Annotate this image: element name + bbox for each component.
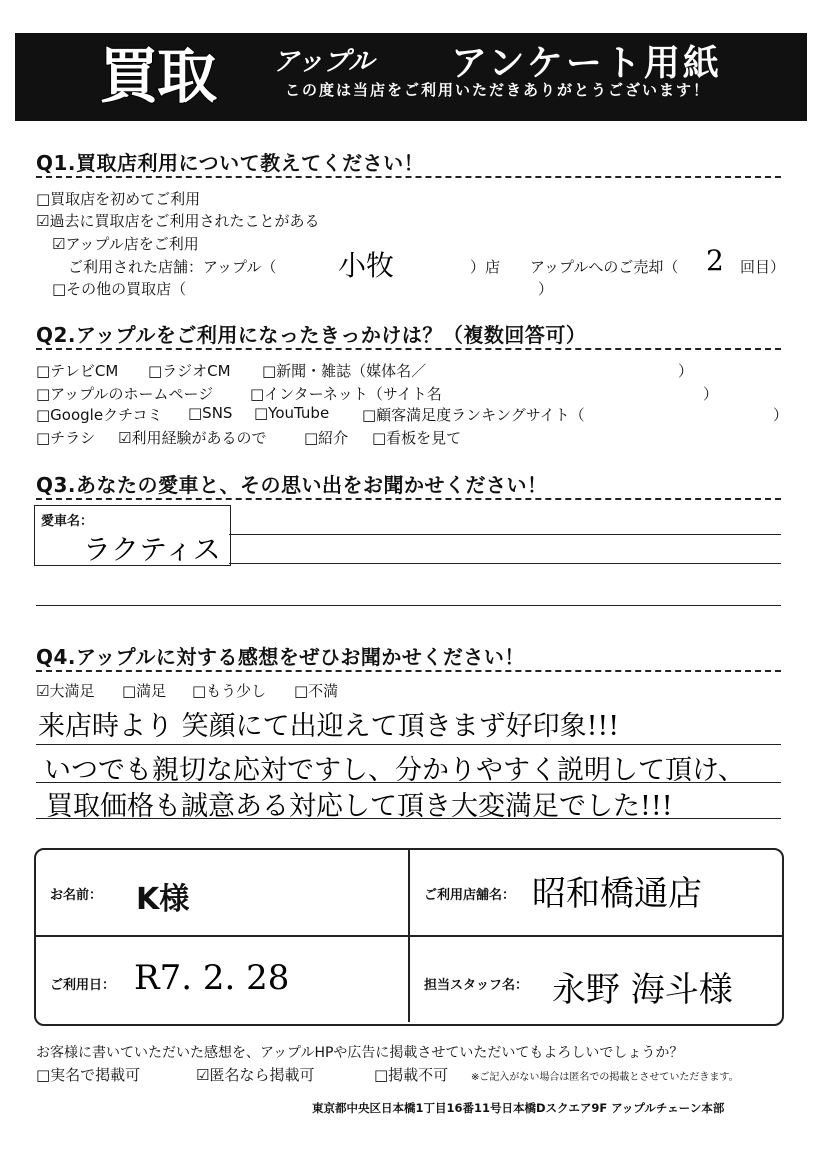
q2-option-referral[interactable]: □紹介 (304, 429, 349, 447)
q3-line-1 (229, 534, 781, 535)
staff-name-label: 担当スタッフ名： (424, 978, 529, 993)
q4-rating-very-satisfied[interactable]: ☑大満足 (36, 682, 95, 700)
store-name-value[interactable]: 昭和橋通店 (532, 874, 702, 914)
q4-line-2 (36, 782, 781, 783)
q2-row1-close: ） (678, 362, 694, 380)
q2-option-newspaper[interactable]: □新聞・雑誌（媒体名／ (262, 362, 427, 380)
car-name-value[interactable]: ラクティス (83, 533, 221, 566)
q2-option-youtube[interactable]: □YouTube (254, 404, 330, 422)
q4-divider (36, 670, 781, 672)
date-value[interactable]: R7. 2. 28 (134, 958, 290, 998)
q4-line-3 (36, 818, 781, 819)
q2-option-tvcm[interactable]: □テレビCM (36, 362, 119, 380)
q3-line-2 (229, 563, 781, 564)
q4-rating-so-so[interactable]: □もう少し (192, 682, 267, 700)
q3-line-3 (36, 605, 781, 606)
q4-rating-satisfied[interactable]: □満足 (122, 682, 167, 700)
q2-option-flyer[interactable]: □チラシ (36, 429, 96, 447)
q4-comment-line-2[interactable]: いつでも親切な応対ですし、分かりやすく説明して頂け、 (44, 755, 745, 786)
q1-heading: Q1.買取店利用について教えてください！ (36, 151, 425, 175)
car-name-box (34, 505, 231, 566)
q2-heading: Q2.アップルをご利用になったきっかけは？（複数回答可） (36, 323, 587, 347)
apple-logo: アップル (273, 47, 375, 77)
staff-name-value[interactable]: 永野 海斗様 (552, 970, 733, 1010)
form-title: アンケート用紙 (451, 43, 722, 84)
q2-row2-close: ） (703, 385, 719, 403)
store-name-label: ご利用店舗名： (424, 888, 516, 903)
info-box-hdivider (36, 935, 782, 937)
q2-option-radiocm[interactable]: □ラジオCM (148, 362, 231, 380)
q4-comment-line-1[interactable]: 来店時より 笑顔にて出迎えて頂きまず好印象!!! (38, 711, 620, 742)
q4-rating-unsatisfied[interactable]: □不満 (294, 682, 339, 700)
q1-option-other[interactable]: □その他の買取店（ (52, 280, 187, 298)
q2-option-homepage[interactable]: □アップルのホームページ (36, 385, 214, 403)
q2-option-experience[interactable]: ☑利用経験があるので (118, 429, 267, 447)
q2-option-signboard[interactable]: □看板を見て (372, 429, 462, 447)
q1-count-value[interactable]: 2 (706, 244, 724, 277)
q4-heading: Q4.アップルに対する感想をぜひお聞かせください！ (36, 645, 525, 669)
q2-divider (36, 348, 781, 350)
q1-option-first[interactable]: □買取店を初めてご利用 (36, 190, 201, 208)
consent-option-no-publish[interactable]: □掲載不可 (374, 1066, 449, 1084)
q1-store-suffix: ）店 (470, 258, 501, 276)
q2-option-sns[interactable]: □SNS (188, 404, 233, 422)
consent-option-anonymous[interactable]: ☑匿名なら掲載可 (196, 1066, 315, 1084)
header-banner (15, 33, 807, 121)
q1-other-close: ） (538, 280, 554, 298)
q2-option-internet[interactable]: □インターネット（サイト名 (250, 385, 442, 403)
q1-store-value[interactable]: 小牧 (338, 249, 395, 282)
q2-option-ranking[interactable]: □顧客満足度ランキングサイト（ (362, 406, 585, 424)
consent-option-realname[interactable]: □実名で掲載可 (36, 1066, 141, 1084)
consent-question: お客様に書いていただいた感想を、アップルHPや広告に掲載させていただいてもよろしいでしょうか？ (36, 1045, 684, 1061)
q2-row3-close: ） (773, 406, 789, 424)
name-label: お名前： (50, 888, 103, 903)
kaitori-title: 買取 (99, 42, 215, 112)
consent-note: ※ご記入がない場合は匿名での掲載とさせていただきます。 (471, 1072, 739, 1083)
q2-option-google[interactable]: □Googleクチコミ (36, 406, 163, 424)
q1-count-label: アップルへのご売却（ (530, 258, 679, 276)
form-subtitle: この度は当店をご利用いただきありがとうございます！ (285, 81, 711, 99)
q1-store-label: ご利用された店舗：アップル（ (68, 258, 277, 276)
car-name-label: 愛車名： (41, 514, 94, 529)
q1-option-apple[interactable]: ☑アップル店をご利用 (52, 235, 199, 253)
q1-option-past[interactable]: ☑過去に買取店をご利用されたことがある (36, 212, 320, 230)
q1-count-suffix: 回目） (740, 258, 786, 276)
q3-heading: Q3.あなたの愛車と、その思い出をお聞かせください！ (36, 473, 548, 497)
q3-divider (36, 498, 781, 500)
q1-divider (36, 176, 781, 178)
q4-comment-line-3[interactable]: 買取価格も誠意ある対応して頂き大変満足でした!!! (46, 791, 673, 822)
date-label: ご利用日： (50, 978, 116, 993)
name-value[interactable]: K様 (136, 882, 190, 917)
q4-line-1 (36, 744, 781, 745)
footer-address: 東京都中央区日本橋1丁目16番11号日本橋Dスクエア9F アップルチェーン本部 (312, 1101, 725, 1115)
